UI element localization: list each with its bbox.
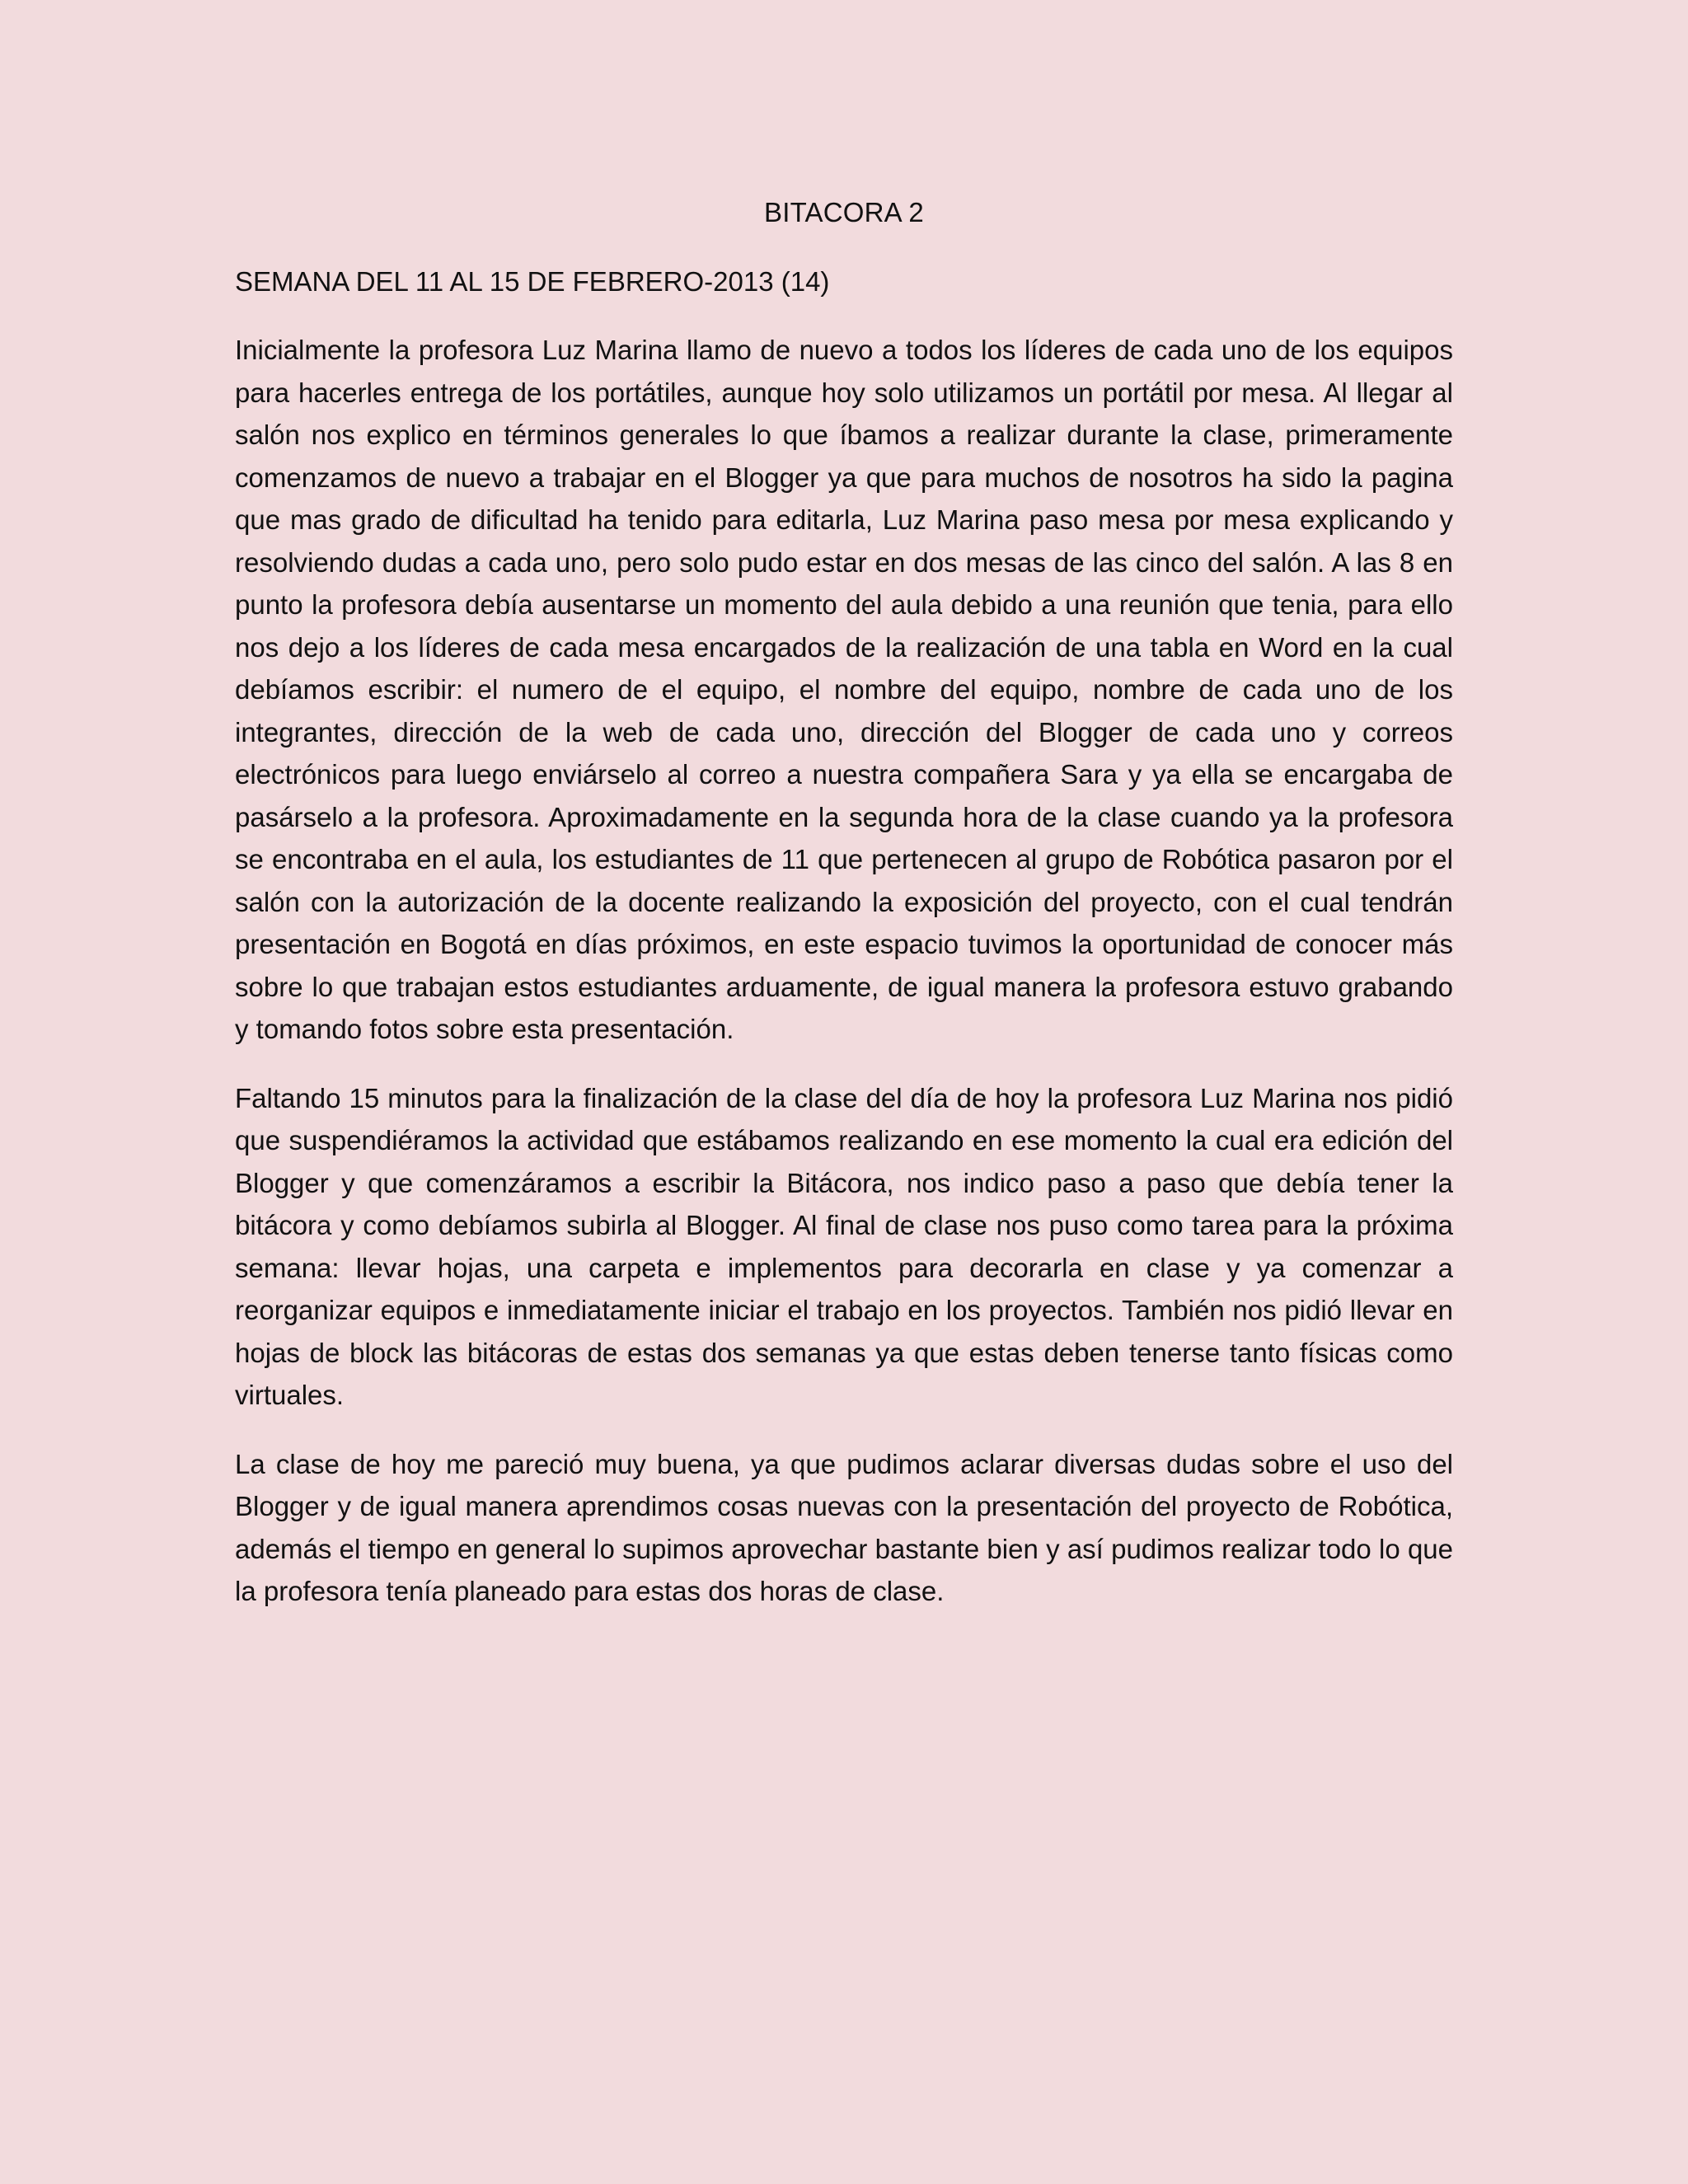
document-subtitle: SEMANA DEL 11 AL 15 DE FEBRERO-2013 (14) [235, 265, 830, 297]
paragraph-3: La clase de hoy me pareció muy buena, ya que pudimos aclarar diversas dudas sobre el uso del Blogger y de igual manera aprendimos cosas nuevas con la presentación del proyecto de Robótica, además el tiempo en general lo supimos aprovechar bastante bien y así pudimos realizar todo lo que la profesora tenía planeado para estas dos horas de clase. [235, 1448, 1453, 1606]
document-page [235, 191, 1453, 1639]
paragraph-1: Inicialmente la profesora Luz Marina llamo de nuevo a todos los líderes de cada uno de los equipos para hacerles entrega de los portátiles, aunque hoy solo utilizamos un portátil por mesa. Al llegar al salón nos explico en términos generales lo que íbamos a realizar durante la clase, primeramente comenzamos de nuevo a trabajar en el Blogger ya que para muchos de nosotros ha sido la pagina que mas grado de dificultad ha tenido para editarla, Luz Marina paso mesa por mesa explicando y resolviendo dudas a cada uno, pero solo pudo estar en dos mesas de las cinco del salón. A las 8 en punto la profesora debía ausentarse un momento del aula debido a una reunión que tenia, para ello nos dejo a los líderes de cada mesa encargados de la realización de una tabla en Word en la cual debíamos escribir: el numero de el equipo, el nombre del equipo, nombre de cada uno de los integrantes, dirección de la web de cada uno, dirección del Blogger de cada uno y correos electrónicos para luego enviárselo al correo a nuestra compañera Sara y ya ella se encargaba de pasárselo a la profesora. Aproximadamente en la segunda hora de la clase cuando ya la profesora se encontraba en el aula, los estudiantes de 11 que pertenecen al grupo de Robótica pasaron por el salón con la autorización de la docente realizando la exposición del proyecto, con el cual tendrán presentación en Bogotá en días próximos, en este espacio tuvimos la oportunidad de conocer más sobre lo que trabajan estos estudiantes arduamente, de igual manera la profesora estuvo grabando y tomando fotos sobre esta presentación. [235, 335, 1453, 1044]
document-title: BITACORA 2 [764, 197, 924, 227]
paragraph-2: Faltando 15 minutos para la finalización de la clase del día de hoy la profesora Luz Marina nos pidió que suspendiéramos la actividad que estábamos realizando en ese momento la cual era edición del Blogger y que comenzáramos a escribir la Bitácora, nos indico paso a paso que debía tener la bitácora y como debíamos subirla al Blogger. Al final de clase nos puso como tarea para la próxima semana: llevar hojas, una carpeta e implementos para decorarla en clase y ya comenzar a reorganizar equipos e inmediatamente iniciar el trabajo en los proyectos. También nos pidió llevar en hojas de block las bitácoras de estas dos semanas ya que estas deben tenerse tanto físicas como virtuales. [235, 1082, 1453, 1410]
